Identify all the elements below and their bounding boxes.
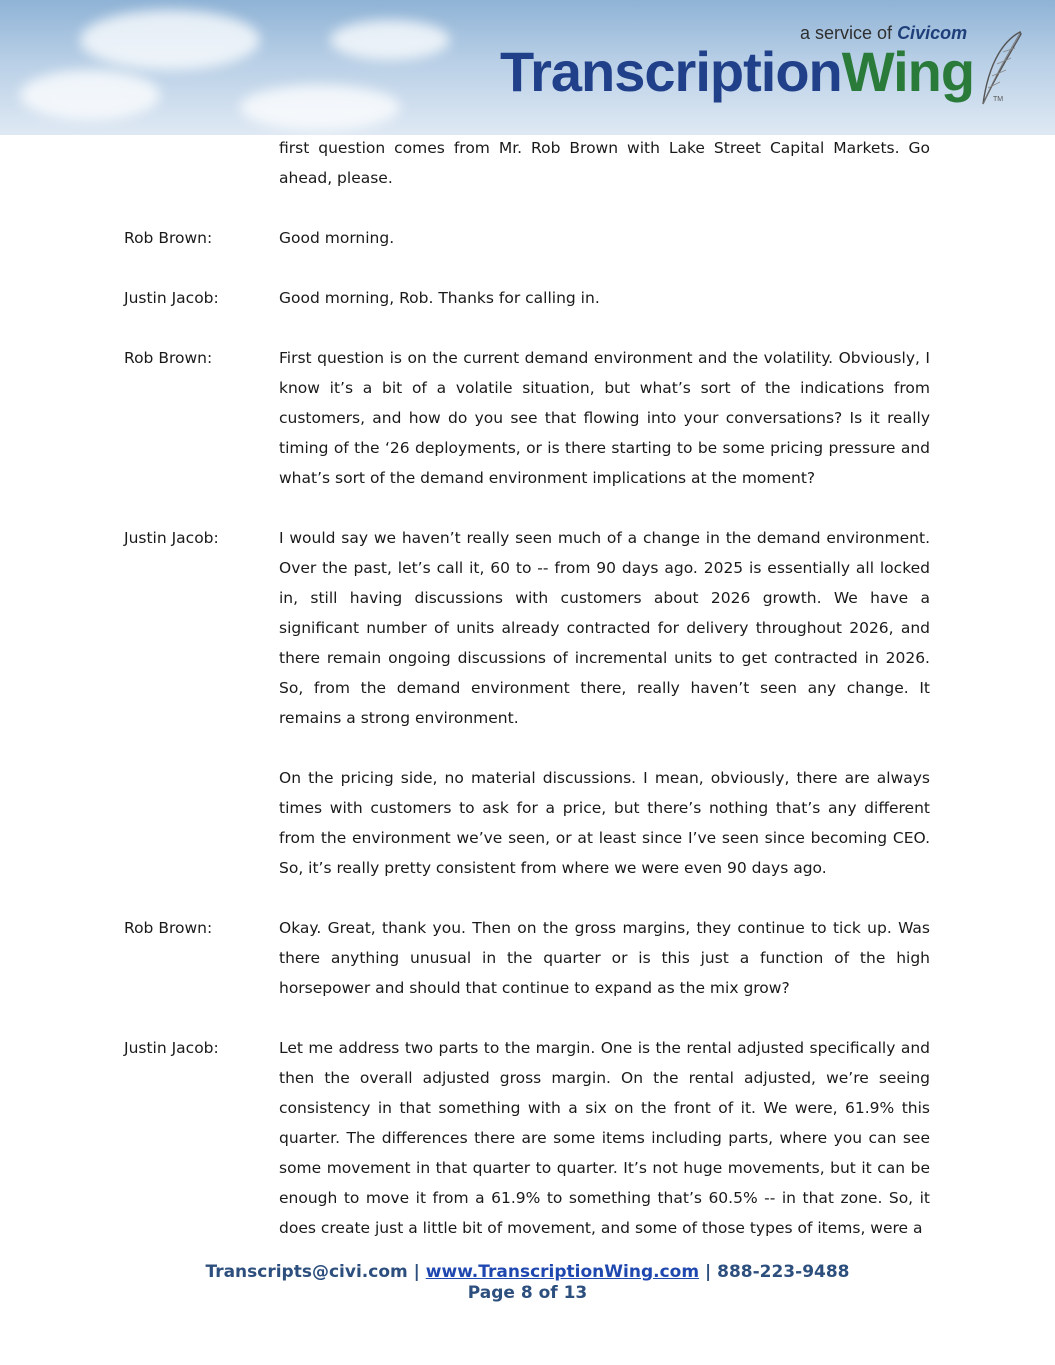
transcript-text: Let me address two parts to the margin. One is the rental adjusted specifically and then the overall adjusted gross margin. On the rental adjusted, we’re seeing consistency in that something with a six on the front of it. We were, 61.9% this quarter. The differences there are some items including parts, where you can see some movement in that quarter to quarter. It’s not huge movements, but it can be enough to move it from a 61.9% to something that’s 60.5% -- in that zone. So, it does create just a little bit of movement, and some of those types of items, were a — [279, 1039, 930, 1237]
cloud-decoration — [240, 85, 400, 130]
transcriptionwing-logo — [500, 40, 975, 103]
footer-email[interactable]: Transcripts@civi.com — [205, 1262, 408, 1282]
speaker-label: Justin Jacob: — [124, 529, 219, 547]
civicom-brand: Civicom — [897, 23, 968, 43]
header-banner — [0, 0, 1055, 135]
speaker-label: Justin Jacob: — [124, 289, 219, 307]
footer-separator: | — [704, 1262, 712, 1282]
transcript-text: On the pricing side, no material discussions. I mean, obviously, there are always times with customers to ask for a price, but there’s nothing that’s any different from the environment we’ve seen, or at least since I’ve seen since becoming CEO. So, it’s really pretty consistent from where we were even 90 days ago. — [279, 769, 930, 877]
page-footer — [0, 1262, 1055, 1304]
contact-line — [0, 1262, 1055, 1283]
footer-website-link[interactable]: www.TranscriptionWing.com — [425, 1262, 700, 1282]
cloud-decoration — [20, 70, 160, 120]
transcript-text: Good morning. — [279, 229, 395, 247]
logo-part-1: Transcription — [500, 40, 842, 103]
service-prefix: a service of — [800, 23, 893, 43]
trademark-mark: TM — [993, 96, 1004, 103]
footer-phone: 888-223-9488 — [717, 1262, 850, 1282]
speaker-label: Rob Brown: — [124, 919, 213, 937]
transcript-text: I would say we haven’t really seen much of a change in the demand environment. Over the past, let’s call it, 60 to -- from 90 days ago. 2025 is essentially all locked in, still having discussions with customers about 2026 growth. We have a significant number of units already contracted for delivery throughout 2026, and there remain ongoing discussions of incremental units to get contracted in 2026. So, from the demand environment there, really haven’t seen any change. It remains a strong environment. — [279, 529, 930, 727]
cloud-decoration — [330, 20, 450, 60]
transcript-text: Okay. Great, thank you. Then on the gross margins, they continue to tick up. Was there anything unusual in the quarter or is this just a function of the high horsepower and should that continue to expand as the mix grow? — [279, 919, 930, 997]
logo-part-2: Wing — [841, 40, 975, 103]
speaker-label: Justin Jacob: — [124, 1039, 219, 1057]
transcript-text: first question comes from Mr. Rob Brown with Lake Street Capital Markets. Go ahead, please. — [279, 139, 930, 187]
transcript-text: Good morning, Rob. Thanks for calling in. — [279, 289, 600, 307]
footer-separator: | — [413, 1262, 420, 1282]
transcript-text: First question is on the current demand environment and the volatility. Obviously, I know it’s a bit of a volatile situation, but what’s sort of the indications from customers, and how do you see that flowing into your conversations? Is it really timing of the ‘26 deployments, or is there starting to be some pricing pressure and what’s sort of the demand environment implications at the moment? — [279, 349, 930, 487]
cloud-decoration — [80, 10, 260, 70]
speaker-label: Rob Brown: — [124, 349, 213, 367]
speaker-label: Rob Brown: — [124, 229, 213, 247]
page-number: Page 8 of 13 — [467, 1283, 588, 1303]
